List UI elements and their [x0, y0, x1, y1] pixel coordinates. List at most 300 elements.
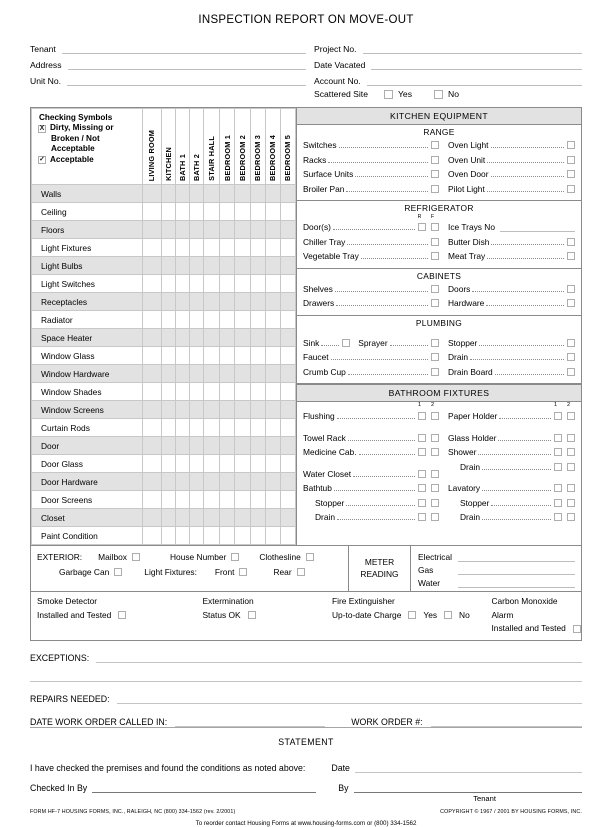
grid-cell[interactable] [280, 419, 295, 437]
grid-cell[interactable] [235, 347, 250, 365]
refrigerator-item-doors-f-checkbox[interactable] [431, 223, 439, 231]
grid-cell[interactable] [190, 185, 204, 203]
grid-cell[interactable] [265, 293, 280, 311]
plumbing-item-sprayer-checkbox[interactable] [431, 339, 439, 347]
grid-cell[interactable] [265, 455, 280, 473]
carbon-monoxide-checkbox[interactable] [573, 625, 581, 633]
grid-cell[interactable] [265, 347, 280, 365]
grid-cell[interactable] [220, 365, 235, 383]
grid-cell[interactable] [280, 491, 295, 509]
exterior-item-light-front[interactable] [215, 567, 274, 577]
grid-cell[interactable] [161, 239, 175, 257]
grid-cell[interactable] [176, 275, 190, 293]
grid-cell[interactable] [204, 203, 220, 221]
grid-cell[interactable] [235, 293, 250, 311]
meter-gas-input[interactable] [458, 565, 575, 575]
bathroom-item-medicine-cab-checkbox-1[interactable] [418, 448, 426, 456]
grid-cell[interactable] [220, 419, 235, 437]
grid-cell[interactable] [280, 329, 295, 347]
grid-cell[interactable] [161, 383, 175, 401]
grid-cell[interactable] [265, 509, 280, 527]
grid-cell[interactable] [142, 257, 161, 275]
grid-cell[interactable] [142, 329, 161, 347]
grid-cell[interactable] [190, 293, 204, 311]
range-item-oven-unit-checkbox[interactable] [567, 156, 575, 164]
grid-cell[interactable] [176, 293, 190, 311]
grid-cell[interactable] [204, 365, 220, 383]
grid-cell[interactable] [280, 311, 295, 329]
grid-cell[interactable] [235, 383, 250, 401]
bathroom-item-bathtub-drain-checkbox-2[interactable] [431, 513, 439, 521]
bathroom-item-bathtub-stopper[interactable] [303, 496, 439, 511]
grid-cell[interactable] [235, 311, 250, 329]
bathroom-item-shower-drain[interactable] [448, 460, 575, 475]
cabinets-item-hardware-checkbox[interactable] [567, 299, 575, 307]
grid-cell[interactable] [220, 311, 235, 329]
grid-cell[interactable] [176, 311, 190, 329]
bathroom-item-water-closet-checkbox-1[interactable] [418, 470, 426, 478]
grid-cell[interactable] [142, 311, 161, 329]
exterior-item-light-rear-checkbox[interactable] [297, 568, 305, 576]
repairs-needed-input[interactable] [117, 690, 582, 704]
range-item-oven-door-checkbox[interactable] [567, 170, 575, 178]
grid-cell[interactable] [142, 527, 161, 545]
grid-cell[interactable] [250, 527, 265, 545]
range-item-surface-units[interactable] [303, 167, 439, 182]
extermination-line-2-row[interactable] [202, 609, 332, 623]
grid-cell[interactable] [250, 455, 265, 473]
refrigerator-item-vegetable-tray[interactable] [303, 249, 439, 264]
field-account-no-input[interactable] [367, 75, 582, 86]
extermination-checkbox[interactable] [248, 611, 256, 619]
bathroom-item-towel-rack-checkbox-1[interactable] [418, 434, 426, 442]
grid-cell[interactable] [280, 401, 295, 419]
field-tenant[interactable] [30, 38, 306, 54]
grid-cell[interactable] [220, 347, 235, 365]
grid-cell[interactable] [220, 509, 235, 527]
refrigerator-item-doors-r-checkbox[interactable] [418, 223, 426, 231]
grid-cell[interactable] [250, 221, 265, 239]
grid-cell[interactable] [280, 509, 295, 527]
grid-cell[interactable] [176, 509, 190, 527]
range-item-oven-door[interactable] [448, 167, 575, 182]
grid-cell[interactable] [250, 257, 265, 275]
refrigerator-item-chiller-tray[interactable] [303, 235, 439, 250]
exterior-item-garbage-can-checkbox[interactable] [114, 568, 122, 576]
plumbing-item-crumb-cup-checkbox[interactable] [431, 368, 439, 376]
date-work-order-input[interactable] [175, 713, 325, 727]
grid-cell[interactable] [280, 383, 295, 401]
carbon-monoxide-line-2-row[interactable] [491, 622, 581, 636]
exceptions-extra-line[interactable] [30, 663, 582, 682]
grid-cell[interactable] [204, 491, 220, 509]
bathroom-item-water-closet[interactable] [303, 467, 439, 482]
grid-cell[interactable] [250, 347, 265, 365]
grid-cell[interactable] [142, 185, 161, 203]
grid-cell[interactable] [280, 185, 295, 203]
fire-extinguisher-line-2-row[interactable] [332, 609, 491, 623]
grid-cell[interactable] [235, 455, 250, 473]
scattered-site-no-checkbox[interactable] [434, 90, 443, 99]
grid-cell[interactable] [190, 275, 204, 293]
grid-cell[interactable] [176, 221, 190, 239]
field-date-vacated-input[interactable] [371, 59, 582, 70]
bathroom-item-water-closet-checkbox-2[interactable] [431, 470, 439, 478]
grid-cell[interactable] [190, 221, 204, 239]
bathroom-item-glass-holder-checkbox-1[interactable] [554, 434, 562, 442]
grid-cell[interactable] [280, 527, 295, 545]
grid-cell[interactable] [142, 419, 161, 437]
plumbing-item-drain-board-checkbox[interactable] [567, 368, 575, 376]
cabinets-item-shelves-checkbox[interactable] [431, 285, 439, 293]
grid-cell[interactable] [220, 455, 235, 473]
plumbing-item-faucet-checkbox[interactable] [431, 353, 439, 361]
grid-cell[interactable] [161, 203, 175, 221]
bathroom-item-lavatory-stopper-checkbox-2[interactable] [567, 499, 575, 507]
refrigerator-item-meat-tray[interactable] [448, 249, 575, 264]
exceptions-input[interactable] [96, 649, 582, 663]
grid-cell[interactable] [265, 491, 280, 509]
grid-cell[interactable] [161, 347, 175, 365]
bathroom-item-lavatory-stopper[interactable] [448, 496, 575, 511]
grid-cell[interactable] [265, 383, 280, 401]
grid-cell[interactable] [142, 203, 161, 221]
grid-cell[interactable] [176, 329, 190, 347]
grid-cell[interactable] [220, 437, 235, 455]
grid-cell[interactable] [142, 275, 161, 293]
grid-cell[interactable] [235, 365, 250, 383]
grid-cell[interactable] [161, 311, 175, 329]
grid-cell[interactable] [265, 239, 280, 257]
grid-cell[interactable] [190, 329, 204, 347]
grid-cell[interactable] [176, 185, 190, 203]
grid-cell[interactable] [190, 473, 204, 491]
grid-cell[interactable] [161, 509, 175, 527]
grid-cell[interactable] [235, 437, 250, 455]
bathroom-item-towel-rack[interactable] [303, 431, 439, 446]
grid-cell[interactable] [220, 239, 235, 257]
cabinets-item-doors-checkbox[interactable] [567, 285, 575, 293]
grid-cell[interactable] [250, 203, 265, 221]
field-address-input[interactable] [68, 59, 306, 70]
grid-cell[interactable] [161, 455, 175, 473]
meter-electrical-input[interactable] [458, 552, 575, 562]
grid-cell[interactable] [190, 311, 204, 329]
grid-cell[interactable] [220, 185, 235, 203]
exterior-item-mailbox-checkbox[interactable] [132, 553, 140, 561]
refrigerator-item-meat-tray-checkbox[interactable] [567, 252, 575, 260]
field-account-no[interactable] [314, 70, 582, 86]
grid-cell[interactable] [161, 365, 175, 383]
bathroom-item-bathtub-stopper-checkbox-1[interactable] [418, 499, 426, 507]
bathroom-item-medicine-cab[interactable] [303, 445, 439, 460]
bathroom-item-bathtub-stopper-checkbox-2[interactable] [431, 499, 439, 507]
range-item-switches[interactable] [303, 138, 439, 153]
field-unit-no-input[interactable] [67, 75, 306, 86]
plumbing-item-stopper[interactable] [448, 336, 575, 351]
grid-cell[interactable] [204, 455, 220, 473]
field-date-vacated[interactable] [314, 54, 582, 70]
refrigerator-item-chiller-tray-checkbox[interactable] [431, 238, 439, 246]
bathroom-item-flushing-checkbox-2[interactable] [431, 412, 439, 420]
work-order-number-input[interactable] [431, 713, 582, 727]
bathroom-item-paper-holder-checkbox-1[interactable] [554, 412, 562, 420]
grid-cell[interactable] [176, 437, 190, 455]
grid-cell[interactable] [250, 509, 265, 527]
grid-cell[interactable] [176, 347, 190, 365]
grid-cell[interactable] [142, 455, 161, 473]
bathroom-item-flushing[interactable] [303, 409, 439, 424]
grid-cell[interactable] [220, 383, 235, 401]
bathroom-item-towel-rack-checkbox-2[interactable] [431, 434, 439, 442]
grid-cell[interactable] [176, 383, 190, 401]
grid-cell[interactable] [220, 203, 235, 221]
field-project-no[interactable] [314, 38, 582, 54]
refrigerator-item-ice-trays-input[interactable] [500, 223, 575, 232]
grid-cell[interactable] [190, 401, 204, 419]
grid-cell[interactable] [250, 473, 265, 491]
scattered-site-yes-option[interactable] [384, 89, 434, 99]
grid-cell[interactable] [250, 401, 265, 419]
grid-cell[interactable] [190, 239, 204, 257]
grid-cell[interactable] [250, 383, 265, 401]
grid-cell[interactable] [280, 293, 295, 311]
cabinets-item-drawers-checkbox[interactable] [431, 299, 439, 307]
grid-cell[interactable] [161, 401, 175, 419]
grid-cell[interactable] [220, 293, 235, 311]
grid-cell[interactable] [161, 491, 175, 509]
grid-cell[interactable] [250, 491, 265, 509]
grid-cell[interactable] [142, 365, 161, 383]
grid-cell[interactable] [220, 275, 235, 293]
grid-cell[interactable] [190, 491, 204, 509]
bathroom-item-lavatory-checkbox-2[interactable] [567, 484, 575, 492]
grid-cell[interactable] [176, 239, 190, 257]
grid-cell[interactable] [235, 509, 250, 527]
grid-cell[interactable] [250, 275, 265, 293]
grid-cell[interactable] [142, 473, 161, 491]
grid-cell[interactable] [280, 473, 295, 491]
grid-cell[interactable] [235, 239, 250, 257]
grid-cell[interactable] [265, 203, 280, 221]
checked-in-by-input[interactable] [92, 780, 316, 793]
grid-cell[interactable] [204, 257, 220, 275]
grid-cell[interactable] [142, 293, 161, 311]
bathroom-item-paper-holder[interactable] [448, 409, 575, 424]
refrigerator-item-butter-dish-checkbox[interactable] [567, 238, 575, 246]
grid-cell[interactable] [161, 257, 175, 275]
grid-cell[interactable] [204, 221, 220, 239]
grid-cell[interactable] [235, 527, 250, 545]
bathroom-item-paper-holder-checkbox-2[interactable] [567, 412, 575, 420]
grid-cell[interactable] [142, 383, 161, 401]
grid-cell[interactable] [280, 239, 295, 257]
grid-cell[interactable] [142, 491, 161, 509]
range-item-pilot-light-checkbox[interactable] [567, 185, 575, 193]
grid-cell[interactable] [161, 437, 175, 455]
grid-cell[interactable] [265, 221, 280, 239]
grid-cell[interactable] [280, 221, 295, 239]
grid-cell[interactable] [235, 257, 250, 275]
refrigerator-item-vegetable-tray-checkbox[interactable] [431, 252, 439, 260]
grid-cell[interactable] [142, 347, 161, 365]
grid-cell[interactable] [161, 185, 175, 203]
exterior-item-house-number-checkbox[interactable] [231, 553, 239, 561]
plumbing-item-crumb-cup[interactable] [303, 365, 439, 380]
grid-cell[interactable] [265, 401, 280, 419]
grid-cell[interactable] [142, 239, 161, 257]
range-item-surface-units-checkbox[interactable] [431, 170, 439, 178]
exterior-item-light-front-checkbox[interactable] [239, 568, 247, 576]
grid-cell[interactable] [280, 257, 295, 275]
grid-cell[interactable] [265, 185, 280, 203]
plumbing-item-drain-board[interactable] [448, 365, 575, 380]
bathroom-item-lavatory-drain-checkbox-2[interactable] [567, 513, 575, 521]
bathroom-item-flushing-checkbox-1[interactable] [418, 412, 426, 420]
cabinets-item-hardware[interactable] [448, 296, 575, 311]
statement-date-input[interactable] [355, 760, 582, 773]
grid-cell[interactable] [190, 257, 204, 275]
grid-cell[interactable] [265, 275, 280, 293]
cabinets-item-shelves[interactable] [303, 282, 439, 297]
bathroom-item-bathtub-checkbox-1[interactable] [418, 484, 426, 492]
cabinets-item-doors[interactable] [448, 282, 575, 297]
grid-cell[interactable] [204, 419, 220, 437]
grid-cell[interactable] [190, 383, 204, 401]
grid-cell[interactable] [204, 275, 220, 293]
grid-cell[interactable] [235, 329, 250, 347]
grid-cell[interactable] [204, 437, 220, 455]
grid-cell[interactable] [220, 257, 235, 275]
grid-cell[interactable] [190, 419, 204, 437]
grid-cell[interactable] [235, 203, 250, 221]
grid-cell[interactable] [161, 473, 175, 491]
grid-cell[interactable] [204, 509, 220, 527]
grid-cell[interactable] [204, 473, 220, 491]
grid-cell[interactable] [280, 365, 295, 383]
refrigerator-item-ice-trays[interactable] [448, 220, 575, 235]
grid-cell[interactable] [204, 347, 220, 365]
bathroom-item-glass-holder[interactable] [448, 431, 575, 446]
grid-cell[interactable] [204, 293, 220, 311]
grid-cell[interactable] [265, 437, 280, 455]
range-item-broiler-pan[interactable] [303, 182, 439, 197]
range-item-racks[interactable] [303, 153, 439, 168]
grid-cell[interactable] [161, 419, 175, 437]
refrigerator-item-doors[interactable] [303, 220, 439, 235]
grid-cell[interactable] [235, 473, 250, 491]
refrigerator-item-butter-dish[interactable] [448, 235, 575, 250]
exterior-item-garbage-can[interactable] [37, 567, 144, 577]
cabinets-item-drawers[interactable] [303, 296, 439, 311]
field-tenant-input[interactable] [62, 43, 306, 54]
bathroom-item-medicine-cab-checkbox-2[interactable] [431, 448, 439, 456]
bathroom-item-shower-drain-checkbox-1[interactable] [554, 463, 562, 471]
grid-cell[interactable] [190, 437, 204, 455]
grid-cell[interactable] [250, 311, 265, 329]
grid-cell[interactable] [204, 401, 220, 419]
range-item-racks-checkbox[interactable] [431, 156, 439, 164]
grid-cell[interactable] [235, 275, 250, 293]
exterior-item-light-rear[interactable] [273, 567, 304, 577]
grid-cell[interactable] [235, 491, 250, 509]
grid-cell[interactable] [142, 401, 161, 419]
grid-cell[interactable] [204, 527, 220, 545]
plumbing-item-drain[interactable] [448, 350, 575, 365]
field-unit-no[interactable] [30, 70, 306, 86]
grid-cell[interactable] [176, 365, 190, 383]
range-item-oven-light-checkbox[interactable] [567, 141, 575, 149]
grid-cell[interactable] [161, 329, 175, 347]
grid-cell[interactable] [176, 473, 190, 491]
range-item-oven-unit[interactable] [448, 153, 575, 168]
range-item-broiler-pan-checkbox[interactable] [431, 185, 439, 193]
grid-cell[interactable] [204, 185, 220, 203]
bathroom-item-shower-checkbox-1[interactable] [554, 448, 562, 456]
plumbing-item-sink-checkbox[interactable] [342, 339, 350, 347]
grid-cell[interactable] [220, 473, 235, 491]
grid-cell[interactable] [142, 221, 161, 239]
exterior-item-clothesline-checkbox[interactable] [306, 553, 314, 561]
bathroom-item-lavatory[interactable] [448, 481, 575, 496]
range-item-switches-checkbox[interactable] [431, 141, 439, 149]
range-item-pilot-light[interactable] [448, 182, 575, 197]
meter-electrical[interactable] [418, 549, 575, 562]
exterior-item-clothesline[interactable] [259, 552, 313, 562]
bathroom-item-lavatory-stopper-checkbox-1[interactable] [554, 499, 562, 507]
field-project-no-input[interactable] [363, 43, 582, 54]
grid-cell[interactable] [265, 311, 280, 329]
grid-cell[interactable] [280, 203, 295, 221]
grid-cell[interactable] [280, 455, 295, 473]
grid-cell[interactable] [176, 401, 190, 419]
bathroom-item-bathtub-checkbox-2[interactable] [431, 484, 439, 492]
grid-cell[interactable] [176, 419, 190, 437]
bathroom-item-bathtub[interactable] [303, 481, 439, 496]
grid-cell[interactable] [190, 455, 204, 473]
grid-cell[interactable] [235, 401, 250, 419]
repairs-needed-row[interactable] [30, 682, 582, 704]
bathroom-item-lavatory-drain[interactable] [448, 510, 575, 525]
grid-cell[interactable] [235, 185, 250, 203]
bathroom-item-glass-holder-checkbox-2[interactable] [567, 434, 575, 442]
grid-cell[interactable] [204, 329, 220, 347]
grid-cell[interactable] [220, 401, 235, 419]
grid-cell[interactable] [250, 239, 265, 257]
grid-cell[interactable] [250, 365, 265, 383]
grid-cell[interactable] [176, 455, 190, 473]
exterior-item-house-number[interactable] [170, 552, 259, 562]
grid-cell[interactable] [190, 365, 204, 383]
grid-cell[interactable] [190, 203, 204, 221]
plumbing-item-sink-sprayer[interactable] [303, 336, 439, 351]
grid-cell[interactable] [280, 347, 295, 365]
meter-water-input[interactable] [458, 578, 575, 588]
fire-extinguisher-no-checkbox[interactable] [444, 611, 452, 619]
grid-cell[interactable] [280, 275, 295, 293]
grid-cell[interactable] [235, 419, 250, 437]
grid-cell[interactable] [220, 329, 235, 347]
bathroom-item-bathtub-drain-checkbox-1[interactable] [418, 513, 426, 521]
bathroom-item-lavatory-checkbox-1[interactable] [554, 484, 562, 492]
grid-cell[interactable] [265, 419, 280, 437]
grid-cell[interactable] [161, 221, 175, 239]
grid-cell[interactable] [176, 527, 190, 545]
exceptions-row[interactable] [30, 641, 582, 663]
grid-cell[interactable] [235, 221, 250, 239]
grid-cell[interactable] [142, 509, 161, 527]
bathroom-item-shower-drain-checkbox-2[interactable] [567, 463, 575, 471]
